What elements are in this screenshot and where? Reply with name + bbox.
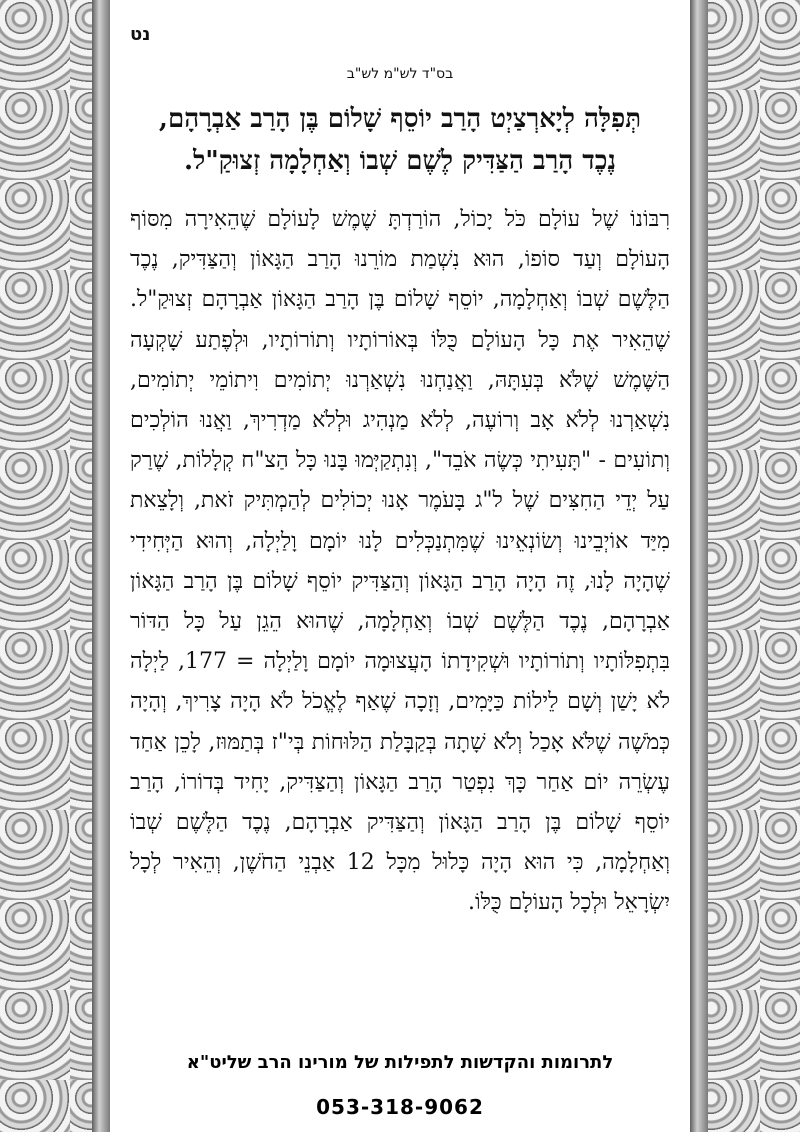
title-line-2: נֶכֶד הָרַב הַצַּדִּיק לֶשֶׁם שְׁבוֹ וְאַחְלָמָה זְצוּקַ"ל. bbox=[184, 146, 616, 176]
title-line-1: תְּפִלָּה לְיָארְצַיְט הָרַב יוֹסֵף שָׁלוֹם בֶּן הָרַב אַבְרָהָם, bbox=[158, 104, 642, 134]
donation-text: לתרומות והקדשות לתפילות של מורינו הרב שליט"א bbox=[186, 1052, 614, 1073]
page-title bbox=[120, 98, 680, 182]
header-blessing: בס"ד לש"מ לש"ב bbox=[346, 66, 454, 82]
content-area bbox=[120, 0, 680, 1132]
phone-number: 053-318-9062 bbox=[316, 1095, 484, 1119]
ornamental-border-right bbox=[690, 0, 800, 1132]
footer bbox=[0, 1052, 800, 1119]
prayer-body: רִבּוֹנוֹ שֶׁל עוֹלָם כֹּל יָכוֹל, הוֹרַדְתָּ שֶׁמֶשׁ לָעוֹלָם שֶׁהֵאִירָה מִסּוֹף הָעוֹלָם וְעַד סוֹפוֹ, הוּא נִשְׁמַת מוֹרֵנוּ הָרַב הַגָּאוֹן וְהַצַּדִּיק, נֶכֶד הַלֶּשֶׁם שְׁבוֹ וְאַחְלָמָה, יוֹסֵף שָׁלוֹם בֶּן הָרַב הַגָּאוֹן אַבְרָהָם זְצוּקַ"ל. שֶׁהֵאִיר אֶת כָּל הָעוֹלָם כֻּלּוֹ בְּאוֹרוֹתָיו וְתוֹרוֹתָיו, וּלְפֶתַע שָׁקְעָה הַשֶּׁמֶשׁ שֶׁלֹּא בְּעִתָּהּ, וַאֲנַחְנוּ נִשְׁאַרְנוּ יְתוֹמִים וִיתוֹמֵי יְתוֹמִים, נִשְׁאַרְנוּ לְלֹא אָב וְרוֹעֶה, לְלֹא מַנְהִיג וּלְלֹא מַדְרִיךְ, וַאֲנוּ הוֹלְכִים וְתוֹעִים - "תָּעִיתִי כְּשֶׂה אֹבֵד", וְנִתְקַיְּמוּ בָּנוּ כָּל הַצ"ח קְלָלוֹת, שֶׁרַק עַל יְדֵי הַחִצִּים שֶׁל ל"ג בָּעֹמֶר אָנוּ יְכוֹלִים לְהַמְתִּיק זֹאת, וְלָצֵאת מִיַּד אוֹיְבֵינוּ וְשׂוֹנְאֵינוּ שֶׁמִּתְנַכְּלִים לָנוּ יוֹמָם וָלַיְלָה, וְהוּא הַיְּחִידִי שֶׁהָיָה לָנוּ, זֶה הָיָה הָרַב הַגָּאוֹן וְהַצַּדִּיק יוֹסֵף שָׁלוֹם בֶּן הָרַב הַגָּאוֹן אַבְרָהָם, נֶכֶד הַלֶּשֶׁם שְׁבוֹ וְאַחְלָמָה, שֶׁהוּא הֵגֵן עַל כָּל הַדּוֹר בִּתְפִלּוֹתָיו וְתוֹרוֹתָיו וּשְׁקִידָתוֹ הָעֲצוּמָה יוֹמָם וָלַיְלָה = 177, לַיְלָה לֹא יָשַׁן וְשָׁם לֵילוֹת כַּיָּמִים, וְזָכָה שֶׁאַף לֶאֱכֹל לֹא הָיָה צָרִיךְ, וְהָיָה כְּמֹשֶׁה שֶׁלֹּא אָכַל וְלֹא שָׁתָה בְּקַבָּלַת הַלּוּחוֹת בְּי"ז בְּתַמּוּז, לָכֵן אַחַד עֶשְׂרֵה יוֹם אַחַר כָּךְ נִפְטַר הָרַב הַגָּאוֹן וְהַצַּדִּיק, יָחִיד בְּדוֹרוֹ, הָרַב יוֹסֵף שָׁלוֹם בֶּן הָרַב הַגָּאוֹן וְהַצַּדִּיק אַבְרָהָם, נֶכֶד הַלֶּשֶׁם שְׁבוֹ וְאַחְלָמָה, כִּי הוּא הָיָה כָּלוּל מִכָּל 12 אַבְנֵי הַחֹשֶׁן, וְהֵאִיר לְכָל יִשְׂרָאֵל וּלְכָל הָעוֹלָם כֻּלּוֹ. bbox=[130, 207, 670, 916]
page-number: נט bbox=[130, 24, 151, 45]
ornamental-border-left bbox=[0, 0, 110, 1132]
